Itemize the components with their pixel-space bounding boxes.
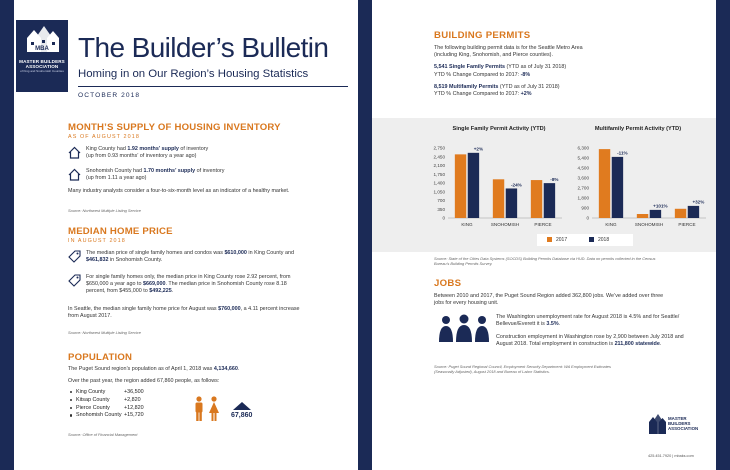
jobs-title: JOBS — [434, 278, 462, 289]
y-tick-label: 3,600 — [577, 175, 589, 181]
change-label: +2% — [473, 146, 484, 152]
x-tick-label: KING — [461, 222, 473, 227]
change-label: -8% — [550, 176, 559, 182]
construction-employment-text — [496, 334, 706, 348]
edition-date: OCTOBER 2018 — [78, 92, 141, 99]
legend-label-2018: 2018 — [598, 237, 610, 243]
change-label: -24% — [511, 182, 522, 188]
list-item — [68, 405, 152, 413]
bar-2018-king — [468, 153, 479, 218]
y-tick-label: 1,750 — [433, 171, 445, 177]
sf-change-value: -8% — [520, 71, 531, 78]
left-navy-strip — [0, 0, 14, 470]
center-navy-strip — [358, 0, 372, 470]
bar-2018-pierce — [544, 183, 555, 218]
y-tick-label: 2,100 — [433, 163, 445, 169]
bar-2017-pierce — [531, 180, 542, 218]
county-value: +2,820 — [124, 396, 141, 403]
sf-permits-value: 5,541 Single Family Permits — [434, 64, 506, 71]
houses-logo-icon — [648, 412, 666, 434]
jobs-p1-end: . — [558, 321, 561, 328]
population-total-text — [68, 366, 239, 373]
population-title: POPULATION — [68, 352, 133, 363]
right-navy-strip — [716, 0, 730, 470]
median-p2-line1: For single family homes only, the median price in King County rose 2.92 percent, from — [86, 274, 291, 280]
median-p2-line2: $650,000 a year ago to — [86, 281, 143, 288]
median-sfh-text — [86, 274, 344, 296]
masthead — [14, 0, 358, 112]
workers-group-icon — [438, 314, 490, 342]
sno-inventory-value: 1.70 months’ supply — [143, 168, 196, 174]
list-item — [68, 412, 152, 420]
jobs-p1-line2: Bellevue/Everett it is — [496, 321, 547, 328]
permits-intro-line2: (including King, Snohomish, and Pierce counties). — [434, 52, 553, 59]
chart-legend — [537, 234, 633, 246]
mf-change-value: +2% — [520, 91, 532, 98]
king-inventory-lead: King County had — [86, 146, 128, 152]
median-p3-mid: , a 4.11 percent increase — [240, 306, 300, 312]
population-list — [68, 389, 152, 420]
median-p2-line2-tail: . The median price in Snohomish County rose 8.18 — [165, 281, 287, 288]
bar-2017-snohomish — [637, 214, 648, 218]
median-source: Source: Northwest Multiple Listing Service — [68, 330, 141, 335]
y-tick-label: 0 — [586, 215, 589, 221]
legend-swatch-2018 — [589, 237, 594, 242]
x-tick-label: SNOHOMISH — [634, 222, 664, 227]
median-p2-line3: percent, from $455,000 to — [86, 288, 150, 295]
inventory-source: Source: Northwest Multiple Listing Service — [68, 208, 141, 213]
logo-name: MASTER BUILDERS ASSOCIATION — [19, 59, 65, 69]
county-name: King County — [76, 389, 106, 395]
median-p1-tail: in Snohomish County. — [108, 257, 163, 264]
bar-2018-king — [612, 157, 623, 218]
sno-inventory-comparison: (up from 1.11 a year ago) — [86, 175, 147, 182]
page-title: The Builder’s Bulletin — [78, 32, 329, 63]
y-tick-label: 2,700 — [577, 185, 589, 191]
jobs-p2-line1: Construction employment in Washington rose by 2,900 between July 2018 and — [496, 334, 684, 340]
sf-permits-summary — [434, 64, 704, 78]
footer-contact: 425.451.7920 | mbaks.com — [648, 454, 694, 458]
inventory-title: MONTH’S SUPPLY OF HOUSING INVENTORY — [68, 122, 281, 133]
list-item — [68, 389, 152, 397]
bar-2018-pierce — [688, 206, 699, 218]
sf-change-label: YTD % Change Compared to 2017: — [434, 71, 521, 78]
house-icon — [68, 168, 81, 181]
sf-permit-chart — [424, 138, 566, 230]
permits-source — [434, 256, 655, 266]
right-page — [372, 0, 716, 470]
jobs-intro-line2: jobs for every housing unit. — [434, 300, 499, 307]
unemployment-rate-value: 3.5% — [546, 321, 559, 328]
median-p3-tail: from August 2017. — [68, 313, 112, 320]
median-seattle-text — [68, 306, 348, 320]
county-name: Pierce County — [76, 404, 110, 411]
county-value: +15,720 — [124, 412, 144, 419]
county-name: Kitsap County — [76, 396, 110, 403]
mba-logo — [16, 20, 68, 92]
change-label: +101% — [653, 203, 668, 209]
price-tag-icon — [68, 274, 81, 287]
footer-logo-name: MASTER BUILDERS ASSOCIATION — [668, 416, 699, 431]
logo-tagline: of King and Snohomish Counties — [20, 69, 64, 73]
bar-2018-snohomish — [506, 188, 517, 218]
jobs-p1-line1: The Washington unemployment rate for August 2018 is 4.5% and for Seattle/ — [496, 314, 680, 320]
mf-permits-summary — [434, 84, 704, 98]
jobs-section — [434, 278, 704, 307]
legend-swatch-2017 — [547, 237, 552, 242]
median-p1-lead: The median price of single family homes and condos was — [86, 250, 225, 256]
mf-change-label: YTD % Change Compared to 2017: — [434, 91, 521, 98]
county-value: +12,820 — [124, 404, 144, 411]
jobs-intro-line1: Between 2010 and 2017, the Puget Sound Region added 362,800 jobs. We’ve added over three — [434, 293, 664, 299]
inventory-section — [68, 122, 348, 220]
change-label: -11% — [617, 150, 628, 156]
jobs-intro — [434, 293, 704, 307]
bar-2017-pierce — [675, 209, 686, 218]
king-inventory-value: 1.92 months’ supply — [127, 146, 179, 152]
median-p2-end: . — [171, 288, 174, 295]
permit-charts-panel — [372, 118, 716, 252]
permits-intro — [434, 45, 704, 59]
y-tick-label: 350 — [437, 206, 445, 212]
y-tick-label: 6,300 — [577, 145, 589, 151]
y-tick-label: 0 — [442, 215, 445, 221]
inventory-note: Many industry analysts consider a four-to-six-month level as an indicator of a healthy market. — [68, 188, 290, 194]
permits-source-line2: Bureau’s Building Permits Survey. — [434, 261, 493, 266]
bar-2018-snohomish — [650, 210, 661, 218]
jobs-p2-line2: August 2018. Total employment in construction is — [496, 341, 615, 348]
king-inventory-comparison: (up from 0.93 months’ of inventory a year ago) — [86, 153, 197, 160]
county-value: +36,500 — [124, 389, 144, 395]
median-subtitle: IN AUGUST 2018 — [68, 238, 126, 244]
king-inventory-text — [86, 146, 344, 160]
mf-permits-value: 8,519 Multifamily Permits — [434, 83, 499, 90]
house-icon — [68, 146, 81, 159]
median-king-value: $610,000 — [224, 250, 247, 256]
y-tick-label: 700 — [437, 198, 445, 204]
jobs-source-line1: Source: Puget Sound Regional Council, Employment Security Department: WA Employment Estimates — [434, 364, 611, 369]
people-icon — [192, 396, 222, 422]
unemployment-text — [496, 314, 706, 328]
mf-chart-title: Multifamily Permit Activity (YTD) — [594, 126, 682, 132]
median-sfh-king-value: $669,000 — [142, 281, 166, 288]
permits-title: BUILDING PERMITS — [434, 30, 531, 41]
svg-text:MBA: MBA — [35, 46, 49, 52]
sno-inventory-lead: Snohomish County had — [86, 168, 144, 174]
page-subtitle: Homing in on Our Region’s Housing Statistics — [78, 68, 309, 80]
y-tick-label: 900 — [581, 205, 589, 211]
bullet — [70, 407, 72, 409]
population-total-value: 4,134,660 — [213, 366, 238, 372]
jobs-source-line2: (Seasonally Adjusted), August 2018 and Bureau of Labor Statistics. — [434, 369, 550, 374]
mf-permit-chart — [568, 138, 710, 230]
legend-label-2017: 2017 — [556, 237, 568, 243]
bullet — [70, 391, 72, 393]
y-tick-label: 1,400 — [433, 180, 445, 186]
median-p1-mid: in King County and — [246, 250, 294, 256]
houses-logo-icon — [25, 24, 59, 52]
permits-source-line1: Source: State of the Cities Data Systems (SOCDS) Building Permits Database via HUD. Data on permits collected in the Census — [434, 256, 656, 261]
population-line1-end: . — [237, 366, 240, 372]
y-tick-label: 4,500 — [577, 165, 589, 171]
x-tick-label: PIERCE — [534, 222, 552, 227]
mf-permits-asof: (YTD as of July 31 2018) — [498, 83, 560, 90]
population-added-value: 67,860 — [231, 412, 253, 419]
construction-employment-value: 211,800 statewide — [614, 341, 660, 348]
y-tick-label: 1,800 — [577, 195, 589, 201]
median-sno-value: $461,832 — [86, 257, 109, 264]
sf-chart-title: Single Family Permit Activity (YTD) — [452, 126, 546, 132]
x-tick-label: PIERCE — [678, 222, 696, 227]
list-item — [68, 397, 152, 405]
bar-2017-king — [599, 149, 610, 218]
y-tick-label: 1,050 — [433, 189, 445, 195]
jobs-p2-end: . — [659, 341, 662, 348]
x-tick-label: KING — [605, 222, 617, 227]
median-p3-lead: In Seattle, the median single family home price for August was — [68, 306, 219, 312]
population-growth-text: Over the past year, the region added 67,860 people, as follows: — [68, 378, 220, 384]
left-page — [14, 0, 358, 470]
sf-permits-asof: (YTD as of July 31 2018) — [505, 64, 567, 71]
up-arrow-icon — [233, 402, 251, 410]
median-seattle-value: $760,000 — [218, 306, 241, 312]
permits-section — [434, 30, 704, 98]
bullet — [70, 399, 72, 401]
permits-intro-line1: The following building permit data is for the Seattle Metro Area — [434, 45, 583, 51]
title-divider — [78, 86, 348, 87]
bar-2017-snohomish — [493, 179, 504, 218]
median-condo-text — [86, 250, 344, 264]
y-tick-label: 2,450 — [433, 154, 445, 160]
sno-inventory-tail: of inventory — [195, 168, 225, 174]
inventory-subtitle: AS OF AUGUST 2018 — [68, 134, 140, 140]
population-section — [68, 352, 348, 464]
y-tick-label: 5,400 — [577, 155, 589, 161]
bar-2017-king — [455, 154, 466, 218]
snohomish-inventory-text — [86, 168, 344, 182]
y-tick-label: 2,750 — [433, 145, 445, 151]
price-tag-icon — [68, 250, 81, 263]
population-line1-lead: The Puget Sound region’s population as of April 1, 2018 was — [68, 366, 214, 372]
county-name: Snohomish County — [76, 412, 122, 419]
x-tick-label: SNOHOMISH — [490, 222, 520, 227]
change-label: +32% — [692, 199, 705, 205]
median-title: MEDIAN HOME PRICE — [68, 226, 173, 237]
jobs-source — [434, 364, 611, 374]
footer-logo — [648, 412, 704, 452]
bullet — [70, 414, 72, 416]
median-price-section — [68, 226, 348, 346]
king-inventory-tail: of inventory — [178, 146, 209, 152]
population-source: Source: Office of Financial Management — [68, 432, 138, 437]
median-sfh-sno-value: $492,225 — [149, 288, 172, 295]
